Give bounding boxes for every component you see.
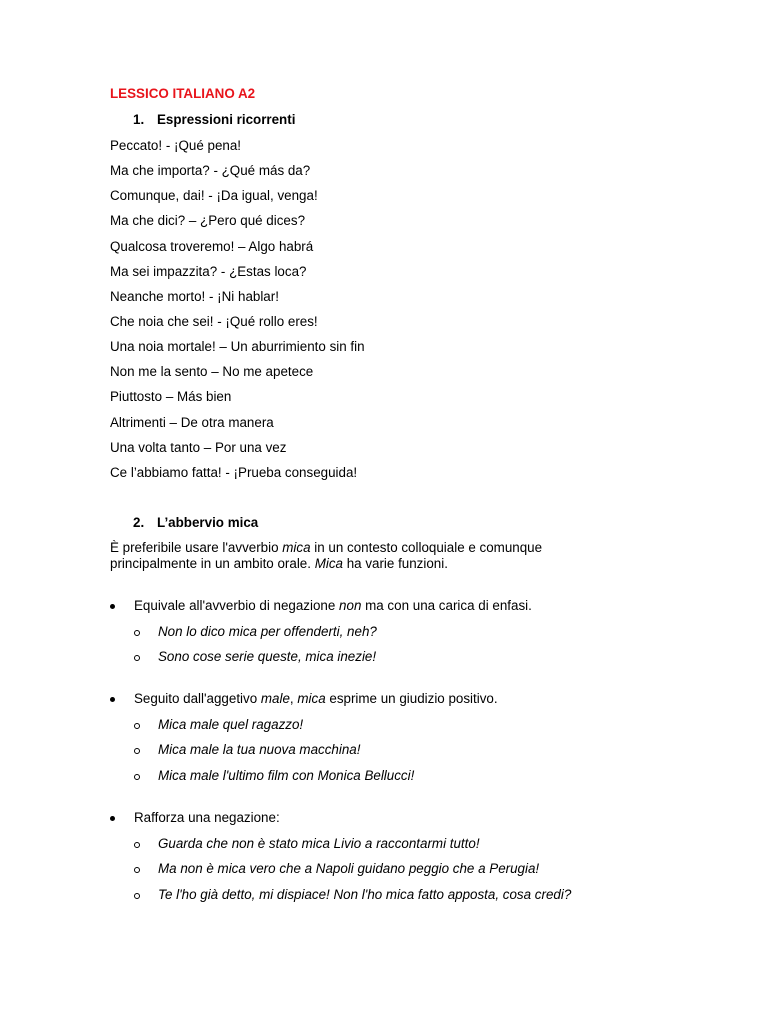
text-run-italic: non — [339, 598, 362, 613]
sub-bullet-item — [110, 624, 532, 650]
list-item: Che noia che sei! - ¡Qué rollo eres! — [110, 313, 318, 329]
text-run: Rafforza una negazione: — [134, 810, 280, 825]
list-item: Una volta tanto – Por una vez — [110, 439, 287, 455]
sub-bullet-item — [110, 861, 571, 887]
bullet-dot-icon — [110, 816, 115, 821]
hollow-circle-icon — [134, 748, 140, 754]
section-title: Espressioni ricorrenti — [157, 112, 296, 127]
list-item: Ma sei impazzita? - ¿Estas loca? — [110, 263, 307, 279]
sub-bullet-item — [110, 649, 532, 675]
sub-bullet-item — [110, 836, 571, 862]
sub-bullet-item — [110, 768, 498, 794]
bullet-dot-icon — [110, 697, 115, 702]
hollow-circle-icon — [134, 842, 140, 848]
bullet-group-negation — [110, 598, 532, 675]
bullet-item — [110, 691, 498, 717]
text-run: principalmente in un ambito orale. — [110, 556, 315, 571]
section-heading-expressions — [133, 112, 295, 128]
list-item: Non me la sento – No me apetece — [110, 364, 314, 380]
example-text: Sono cose serie queste, mica inezie! — [158, 649, 377, 664]
example-text: Ma non è mica vero che a Napoli guidano peggio che a Perugia! — [158, 861, 540, 876]
text-run: in un contesto colloquiale e comunque — [310, 540, 543, 555]
list-item: Ma che dici? – ¿Pero qué dices? — [110, 213, 306, 229]
text-run: , — [289, 691, 298, 706]
example-text: Non lo dico mica per offenderti, neh? — [158, 623, 377, 639]
section-heading-mica — [133, 515, 258, 531]
list-item: Neanche morto! - ¡Ni hablar! — [110, 288, 279, 304]
section-number: 1. — [133, 112, 145, 127]
text-run: esprime un giudizio positivo. — [325, 691, 498, 706]
text-run: ha varie funzioni. — [342, 556, 448, 571]
list-item: Piuttosto – Más bien — [110, 389, 232, 405]
example-text: Te l'ho già detto, mi dispiace! Non l'ho mica fatto apposta, cosa credi? — [158, 886, 572, 902]
list-item: Altrimenti – De otra manera — [110, 414, 274, 430]
text-run-italic: mica — [297, 691, 326, 706]
expressions-list — [110, 138, 365, 490]
bullet-dot-icon — [110, 604, 115, 609]
list-item: Ce l’abbiamo fatta! - ¡Prueba conseguida! — [110, 464, 358, 480]
bullet-group-reinforce — [110, 810, 571, 912]
hollow-circle-icon — [134, 655, 140, 661]
bullet-item — [110, 810, 571, 836]
hollow-circle-icon — [134, 774, 140, 780]
list-item: Ma che importa? - ¿Qué más da? — [110, 163, 311, 179]
sub-bullet-item — [110, 887, 571, 913]
hollow-circle-icon — [134, 893, 140, 899]
text-run-italic: mica — [282, 540, 311, 555]
bullet-group-positive — [110, 691, 498, 793]
example-text: Guarda che non è stato mica Livio a raccontarmi tutto! — [158, 835, 480, 851]
list-item: Una noia mortale! – Un aburrimiento sin fin — [110, 339, 365, 355]
example-text: Mica male l'ultimo film con Monica Bellucci! — [158, 767, 415, 783]
sub-bullet-item — [110, 742, 498, 768]
hollow-circle-icon — [134, 630, 140, 636]
section-number: 2. — [133, 515, 145, 530]
intro-paragraph — [110, 540, 630, 572]
text-run: Equivale all'avverbio di negazione — [134, 598, 340, 613]
example-text: Mica male la tua nuova macchina! — [158, 742, 361, 757]
sub-bullet-item — [110, 717, 498, 743]
hollow-circle-icon — [134, 867, 140, 873]
text-run: ma con una carica di enfasi. — [361, 598, 532, 613]
example-text: Mica male quel ragazzo! — [158, 716, 304, 732]
text-run-italic: Mica — [314, 556, 343, 571]
section-title: L’abbervio mica — [157, 515, 259, 530]
text-run: Seguito dall'aggetivo — [134, 691, 261, 706]
list-item: Qualcosa troveremo! – Algo habrá — [110, 238, 314, 254]
list-item: Comunque, dai! - ¡Da igual, venga! — [110, 188, 318, 204]
hollow-circle-icon — [134, 723, 140, 729]
text-run: È preferibile usare l'avverbio — [110, 540, 283, 555]
bullet-item — [110, 598, 532, 624]
list-item: Peccato! - ¡Qué pena! — [110, 138, 242, 153]
text-run-italic: male — [260, 691, 290, 706]
document-title: LESSICO ITALIANO A2 — [110, 86, 256, 101]
